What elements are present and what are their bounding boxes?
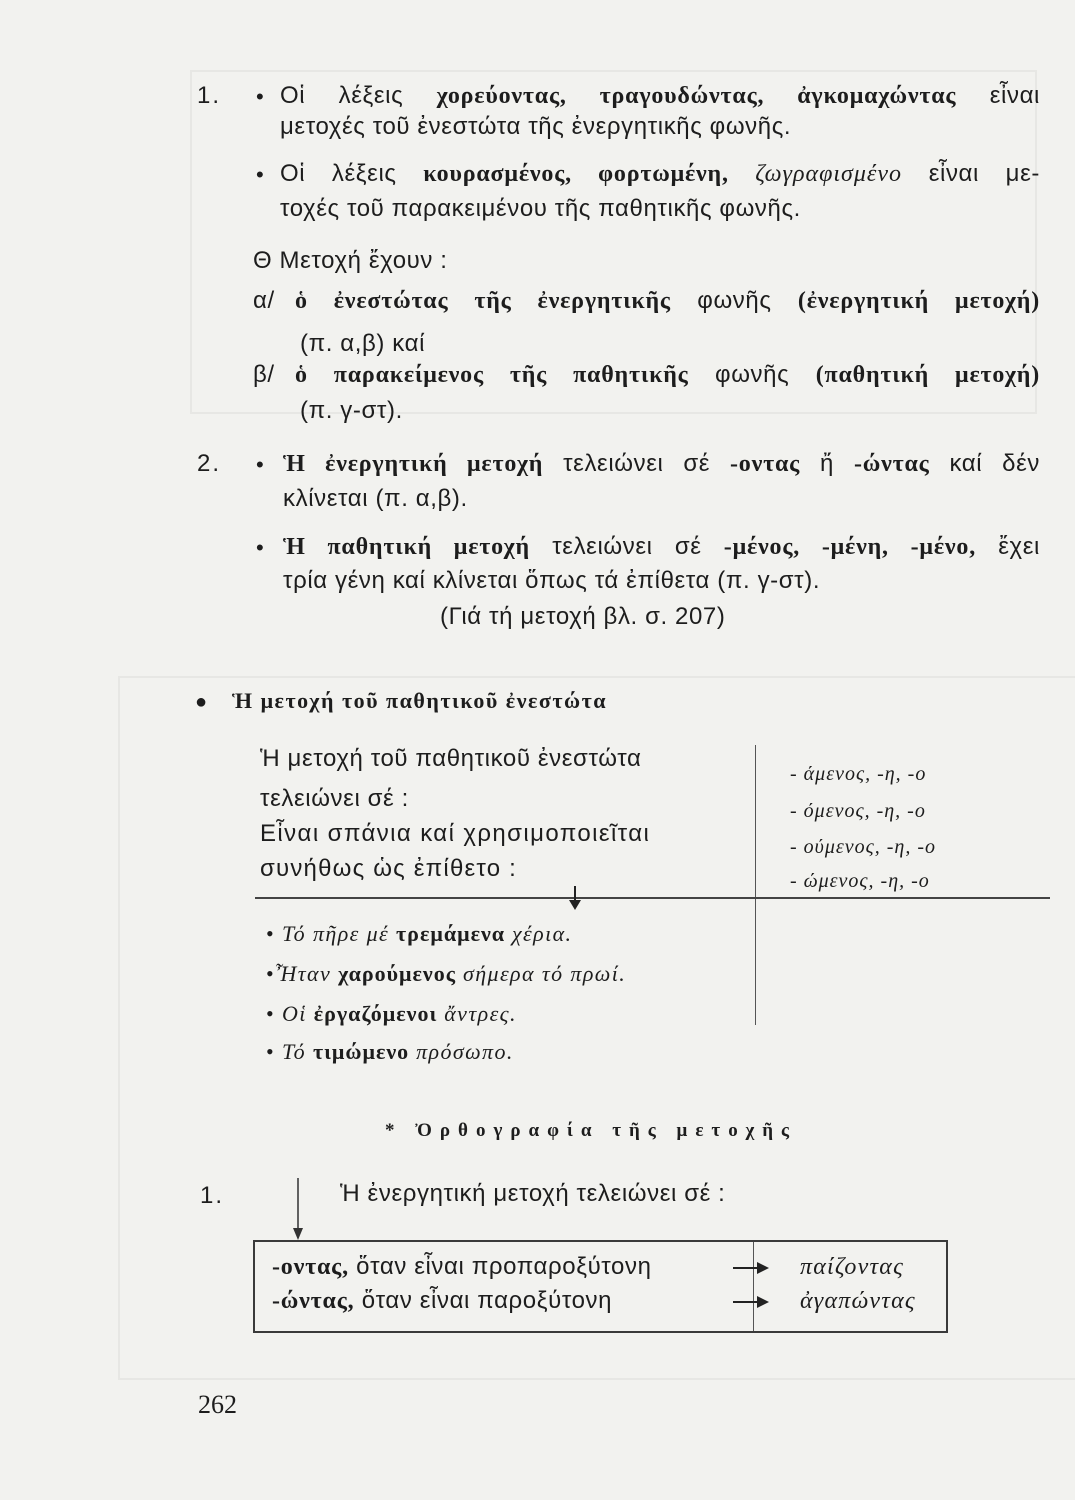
paragraph-line: κλίνεται (π. α,β). xyxy=(283,485,468,512)
text: εἶναι xyxy=(956,82,1040,109)
bold-term: ὁ παρακείμενος τῆς παθητικῆς xyxy=(295,362,689,388)
paragraph-line xyxy=(283,535,1040,559)
ending: - ούμενος, -η, -ο xyxy=(790,836,936,858)
section-heading: Ἡ μετοχή τοῦ παθητικοῦ ἐνεστώτα xyxy=(232,688,608,713)
text: ἄντρες. xyxy=(437,1001,517,1026)
example-sentence xyxy=(266,963,626,985)
text: χέρια. xyxy=(505,921,573,946)
text: ἤ xyxy=(800,450,854,477)
bullet: • xyxy=(256,84,264,109)
cross-reference: (Γιά τή μετοχή βλ. σ. 207) xyxy=(440,603,726,630)
section-number: 2. xyxy=(197,450,222,477)
bullet: • xyxy=(256,535,264,560)
text: Τό πῆρε μέ xyxy=(282,921,397,946)
paragraph-line xyxy=(295,289,1040,313)
text: φωνῆς xyxy=(670,287,798,314)
paragraph-line: (π. α,β) καί xyxy=(300,330,426,357)
section-heading: * Ὀρθογραφία τῆς μετοχῆς xyxy=(385,1120,798,1141)
bullet: • xyxy=(256,452,264,477)
bullet: • xyxy=(266,1039,276,1064)
text: τελειώνει σέ xyxy=(529,533,724,560)
text: εἶναι με- xyxy=(902,160,1040,187)
paragraph-line xyxy=(295,363,1040,387)
bold-term: Ἡ ἐνεργητική μετοχή xyxy=(283,451,544,477)
bold-term: (παθητική μετοχή) xyxy=(815,362,1040,388)
table-divider-vertical xyxy=(755,745,756,1025)
example-sentence xyxy=(266,923,572,945)
bullet: • xyxy=(266,961,276,986)
table-text: συνήθως ὡς ἐπίθετο : xyxy=(260,855,518,882)
arrow-right-icon xyxy=(733,1260,769,1276)
paragraph-line: μετοχές τοῦ ἐνεστώτα τῆς ἐνεργητικῆς φωνῆς. xyxy=(280,113,792,140)
bold-term: -οντας, xyxy=(272,1254,349,1280)
bold-term: Ἡ παθητική μετοχή xyxy=(283,534,530,560)
box-divider xyxy=(753,1242,754,1331)
bold-term: (ἐνεργητική μετοχή) xyxy=(797,288,1040,314)
list-label: β/ xyxy=(253,361,275,388)
arrow-down-icon xyxy=(566,886,584,912)
bold-term: ὁ ἐνεστώτας τῆς ἐνεργητικῆς xyxy=(295,288,671,314)
example-word: ἀγαπώντας xyxy=(800,1288,916,1314)
text: Οἱ xyxy=(282,1001,314,1026)
paragraph-line: Θ Μετοχή ἔχουν : xyxy=(253,247,448,274)
paragraph-line xyxy=(280,162,1040,186)
section-number: 1. xyxy=(200,1182,225,1209)
arrow-down-icon xyxy=(289,1178,307,1242)
example-sentence xyxy=(266,1041,514,1063)
text: ὅταν εἶναι προπαροξύτονη xyxy=(348,1253,652,1280)
text: Οἱ λέξεις xyxy=(280,82,437,109)
paragraph-line: (π. γ-στ). xyxy=(300,397,403,424)
text: ἔχει xyxy=(976,533,1040,560)
page-number: 262 xyxy=(198,1390,237,1419)
text: ὅταν εἶναι παροξύτονη xyxy=(354,1287,613,1314)
rule-row xyxy=(272,1255,652,1279)
paragraph-line: Ἡ ἐνεργητική μετοχή τελειώνει σέ : xyxy=(340,1180,726,1207)
bullet: • xyxy=(266,921,276,946)
text: πρόσωπο. xyxy=(409,1039,514,1064)
text: Τό xyxy=(282,1039,313,1064)
ending: - όμενος, -η, -ο xyxy=(790,800,926,822)
bullet: • xyxy=(266,1001,276,1026)
text: φωνῆς xyxy=(688,361,816,388)
list-label: α/ xyxy=(253,287,275,314)
bold-term: τιμώμενο xyxy=(312,1039,410,1064)
table-divider-horizontal xyxy=(255,897,1050,899)
ending: - άμενος, -η, -ο xyxy=(790,763,927,785)
example-word: παίζοντας xyxy=(800,1254,905,1280)
italic-term: ζωγραφισμένο xyxy=(728,161,903,187)
bold-term: χαρούμενος xyxy=(338,961,457,986)
table-text: τελειώνει σέ : xyxy=(260,785,409,812)
text: Ἦταν xyxy=(275,961,339,986)
heading-bullet: ● xyxy=(195,691,208,713)
text: Οἱ λέξεις xyxy=(280,160,424,187)
bold-term: κουρασμένος, φορτωμένη, xyxy=(423,161,729,187)
rule-row xyxy=(272,1289,612,1313)
section-number: 1. xyxy=(197,82,222,109)
bold-term: ἐργαζόμενοι xyxy=(313,1001,438,1026)
bullet: • xyxy=(256,162,264,187)
bold-term: -ώντας xyxy=(853,451,930,477)
paragraph-line xyxy=(283,452,1040,476)
paragraph-line xyxy=(280,84,1040,108)
bold-term: -μένος, -μένη, -μένο, xyxy=(723,534,977,560)
bold-term: -ώντας, xyxy=(272,1288,355,1314)
example-sentence xyxy=(266,1003,517,1025)
bold-term: χορεύοντας, τραγουδώντας, ἀγκομαχώντας xyxy=(436,83,957,109)
bold-term: τρεμάμενα xyxy=(396,921,506,946)
text: σήμερα τό πρωί. xyxy=(456,961,627,986)
table-text: Εἶναι σπάνια καί χρησιμοποιεῖται xyxy=(260,820,651,847)
text: τελειώνει σέ xyxy=(543,450,731,477)
paragraph-line: τρία γένη καί κλίνεται ὅπως τά ἐπίθετα (π. γ-στ). xyxy=(283,567,821,594)
arrow-right-icon xyxy=(733,1294,769,1310)
paragraph-line: τοχές τοῦ παρακειμένου τῆς παθητικῆς φωνῆς. xyxy=(280,195,801,222)
ending: - ώμενος, -η, -ο xyxy=(790,870,930,892)
text: καί δέν xyxy=(929,450,1041,477)
table-text: Ἡ μετοχή τοῦ παθητικοῦ ἐνεστώτα xyxy=(260,745,642,772)
bold-term: -οντας xyxy=(730,451,801,477)
